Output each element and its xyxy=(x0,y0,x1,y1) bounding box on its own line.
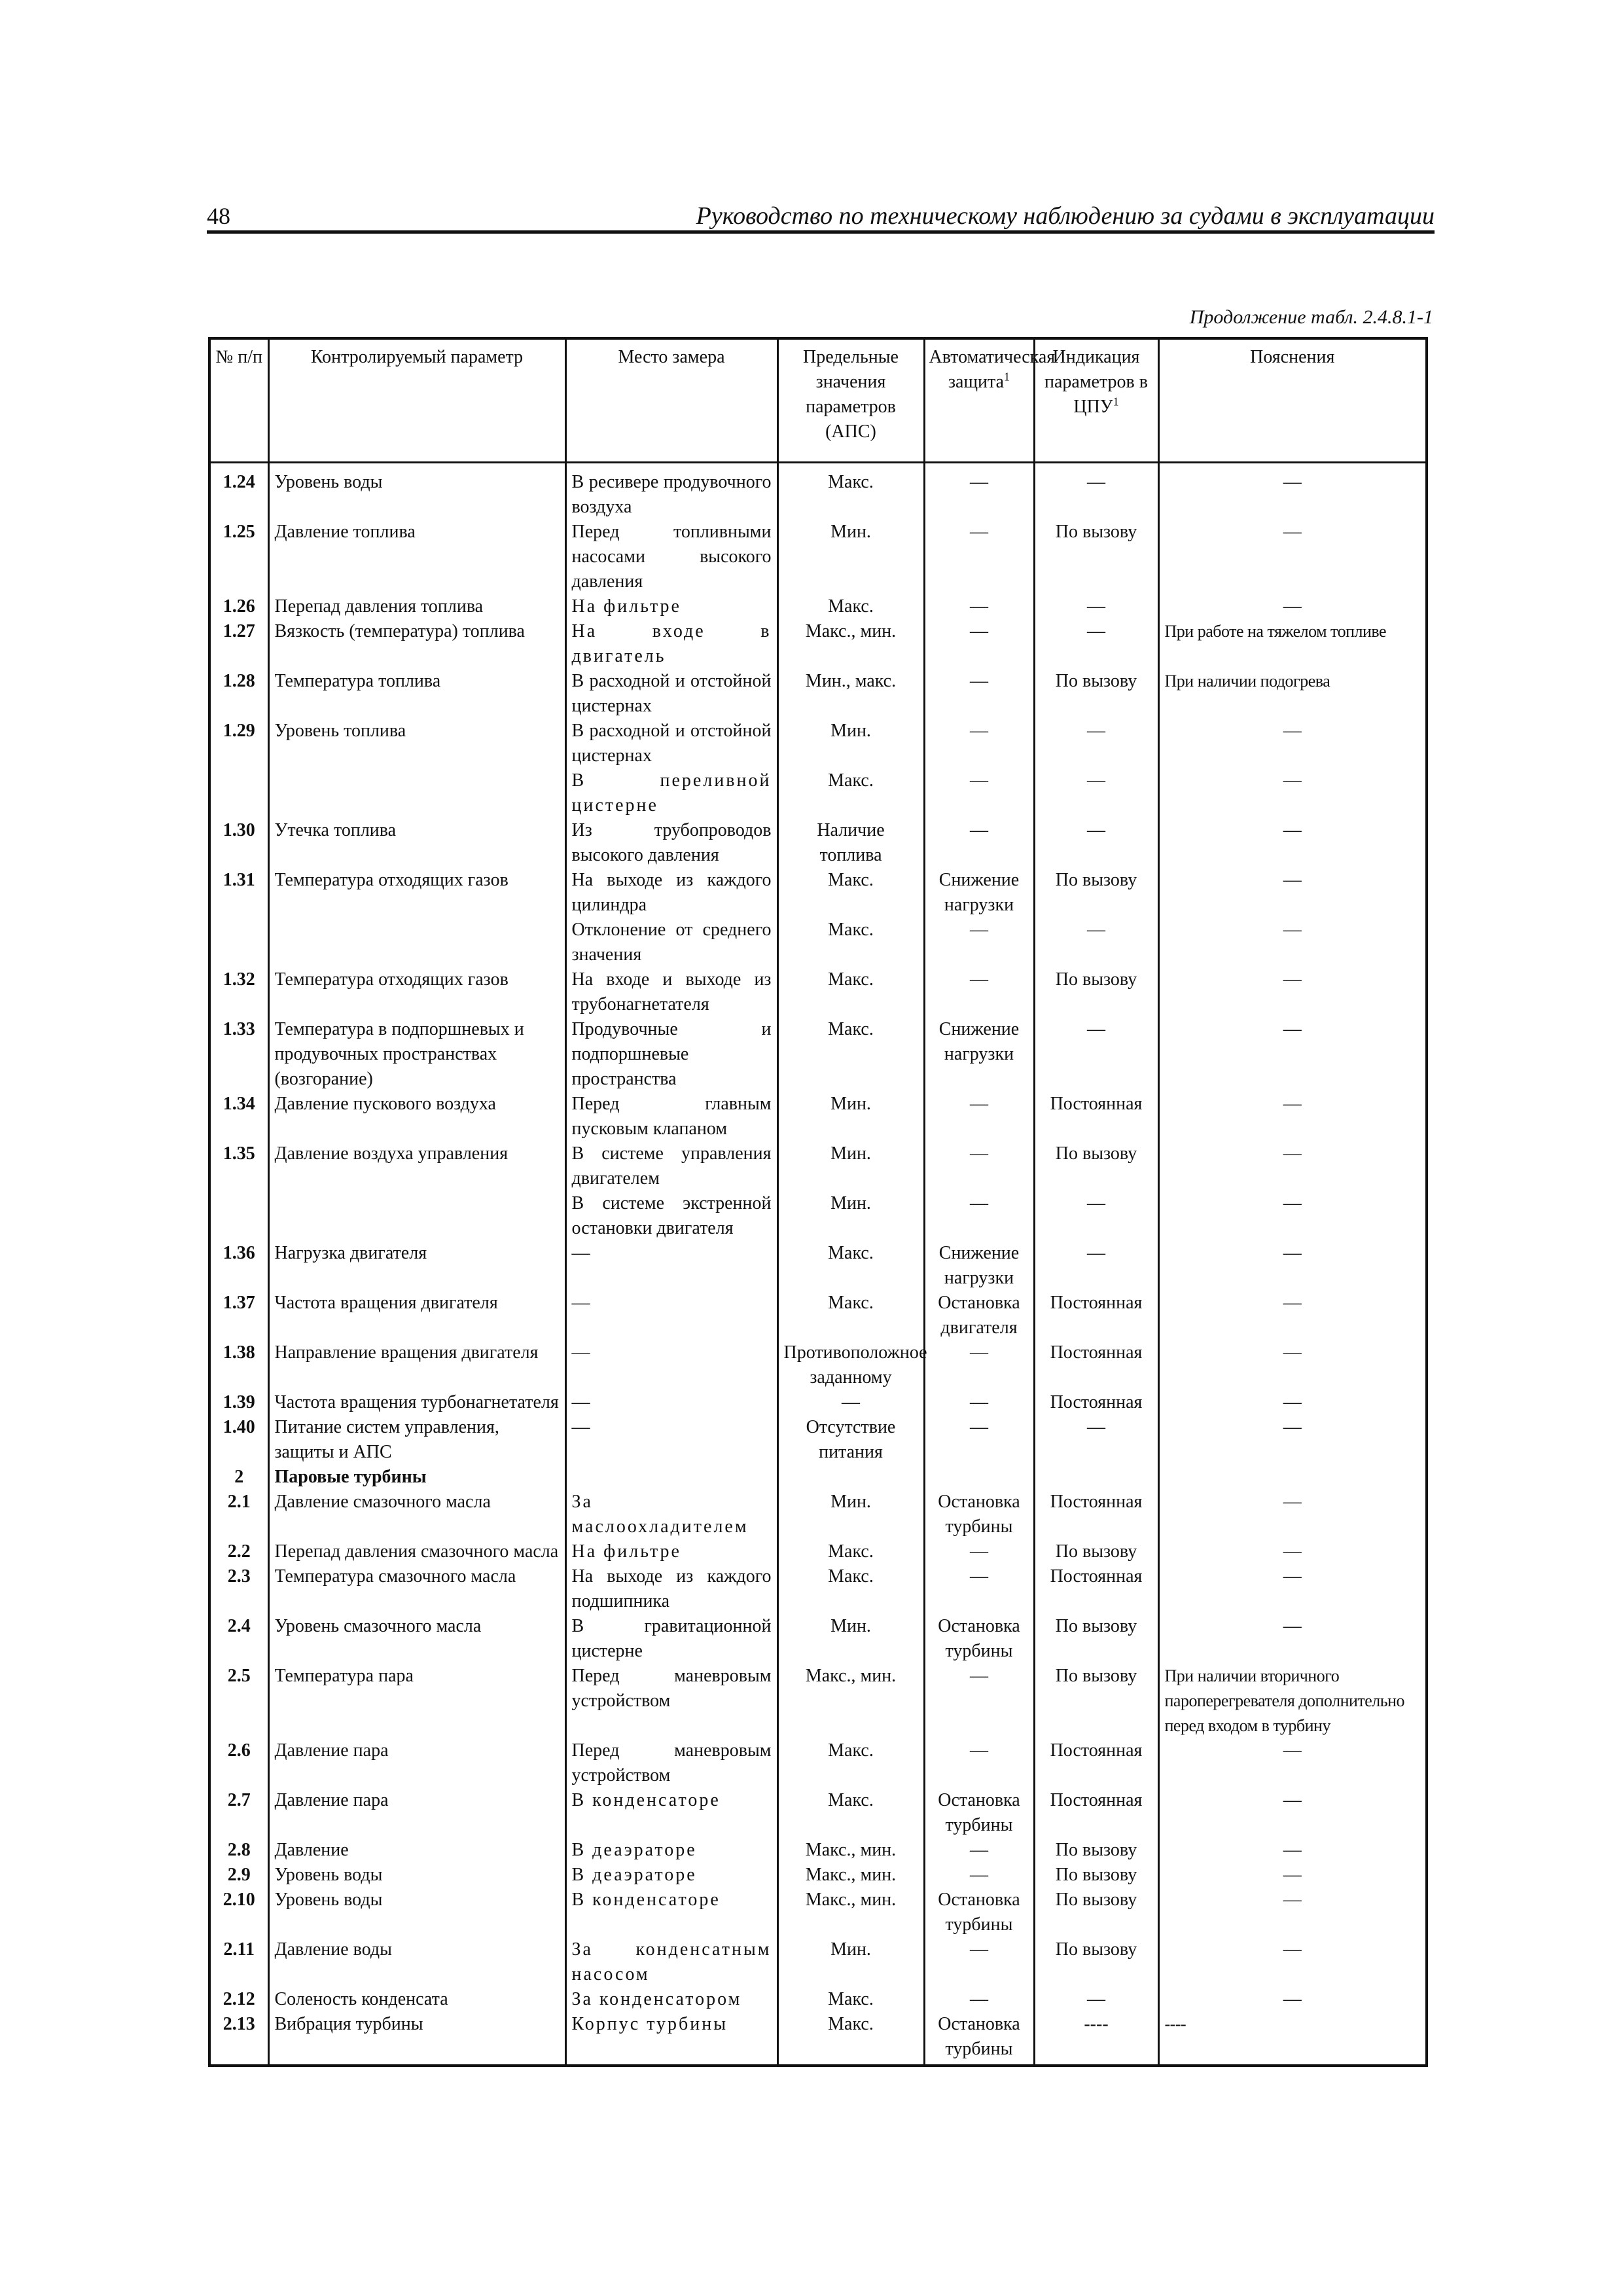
parameter-cell: Давление воздуха управления xyxy=(268,1141,565,1191)
protection-cell: — xyxy=(924,1539,1034,1564)
protection-cell: — xyxy=(924,1415,1034,1465)
note-cell xyxy=(1158,1465,1427,1490)
measurement-place-cell: Продувочные и подпоршневые пространства xyxy=(565,1017,777,1092)
note-cell: — xyxy=(1158,719,1427,768)
row-number: 2.1 xyxy=(209,1490,268,1539)
row-number: 2.8 xyxy=(209,1838,268,1863)
parameter-cell: Соленость конденсата xyxy=(268,1987,565,2012)
indication-cell: — xyxy=(1034,594,1158,619)
measurement-place-cell: В конденсаторе xyxy=(565,1888,777,1937)
indication-cell: — xyxy=(1034,818,1158,868)
note-cell: — xyxy=(1158,1838,1427,1863)
row-number: 2.11 xyxy=(209,1937,268,1987)
measurement-place-cell: — xyxy=(565,1390,777,1415)
parameter-cell: Уровень воды xyxy=(268,1888,565,1937)
limit-value-cell: Макс. xyxy=(777,1788,924,1838)
indication-cell: Постоянная xyxy=(1034,1490,1158,1539)
table-row xyxy=(209,768,1427,818)
limit-value-cell: Макс., мин. xyxy=(777,1888,924,1937)
protection-cell: — xyxy=(924,1141,1034,1191)
note-cell: — xyxy=(1158,1863,1427,1888)
col-header-number: № п/п xyxy=(209,338,268,463)
parameter-cell: Температура пара xyxy=(268,1664,565,1738)
parameter-cell: Температура отходящих газов xyxy=(268,868,565,918)
indication-cell: — xyxy=(1034,619,1158,669)
row-number: 1.29 xyxy=(209,719,268,768)
protection-cell: Остановка турбины xyxy=(924,1788,1034,1838)
note-cell: — xyxy=(1158,1490,1427,1539)
measurement-place-cell: В деаэраторе xyxy=(565,1838,777,1863)
limit-value-cell: Макс. xyxy=(777,967,924,1017)
parameter-cell: Уровень воды xyxy=(268,463,565,520)
parameter-cell xyxy=(268,918,565,967)
measurement-place-cell: В переливной цистерне xyxy=(565,768,777,818)
parameter-cell: Нагрузка двигателя xyxy=(268,1241,565,1291)
limit-value-cell: Отсутствие питания xyxy=(777,1415,924,1465)
table-row xyxy=(209,1738,1427,1788)
parameter-cell: Температура отходящих газов xyxy=(268,967,565,1017)
indication-cell: ---- xyxy=(1034,2012,1158,2066)
protection-cell: — xyxy=(924,520,1034,594)
running-title: Руководство по техническому наблюдению за судами в эксплуатации xyxy=(696,202,1435,230)
parameter-cell: Температура смазочного масла xyxy=(268,1564,565,1614)
table-row xyxy=(209,1141,1427,1191)
table-row xyxy=(209,1564,1427,1614)
row-number: 2.13 xyxy=(209,2012,268,2066)
note-cell: — xyxy=(1158,1788,1427,1838)
limit-value-cell: Наличие топлива xyxy=(777,818,924,868)
col-header-notes: Пояснения xyxy=(1158,338,1427,463)
protection-cell: — xyxy=(924,1937,1034,1987)
row-number: 1.28 xyxy=(209,669,268,719)
table-row xyxy=(209,1191,1427,1241)
note-cell: — xyxy=(1158,1614,1427,1664)
parameter-cell: Давление пускового воздуха xyxy=(268,1092,565,1141)
table-row xyxy=(209,1937,1427,1987)
indication-cell: — xyxy=(1034,1415,1158,1465)
parameter-cell: Уровень топлива xyxy=(268,719,565,768)
note-cell: — xyxy=(1158,1415,1427,1465)
indication-cell: — xyxy=(1034,1017,1158,1092)
limit-value-cell: Макс. xyxy=(777,1564,924,1614)
indication-cell: — xyxy=(1034,719,1158,768)
note-cell: — xyxy=(1158,1141,1427,1191)
measurement-place-cell: За маслоохладителем xyxy=(565,1490,777,1539)
protection-cell: — xyxy=(924,1987,1034,2012)
measurement-place-cell: В ресивере продувочного воздуха xyxy=(565,463,777,520)
protection-cell: Остановка турбины xyxy=(924,1888,1034,1937)
note-cell: — xyxy=(1158,1738,1427,1788)
limit-value-cell: Мин. xyxy=(777,1937,924,1987)
table-row xyxy=(209,1390,1427,1415)
measurement-place-cell: На входе и выходе из трубонагнетателя xyxy=(565,967,777,1017)
table-row xyxy=(209,868,1427,918)
measurement-place-cell xyxy=(565,1465,777,1490)
row-number: 2.5 xyxy=(209,1664,268,1738)
note-cell: — xyxy=(1158,1191,1427,1241)
indication-cell: — xyxy=(1034,768,1158,818)
limit-value-cell: Макс. xyxy=(777,1539,924,1564)
row-number: 1.34 xyxy=(209,1092,268,1141)
col-header-limits: Предельные значения параметров (АПС) xyxy=(777,338,924,463)
table-header-row xyxy=(209,338,1427,463)
indication-cell: По вызову xyxy=(1034,1141,1158,1191)
note-cell: ---- xyxy=(1158,2012,1427,2066)
measurement-place-cell: Перед маневровым устройством xyxy=(565,1738,777,1788)
row-number: 2.3 xyxy=(209,1564,268,1614)
row-number: 1.26 xyxy=(209,594,268,619)
protection-cell: — xyxy=(924,818,1034,868)
indication-cell xyxy=(1034,1465,1158,1490)
row-number: 2.9 xyxy=(209,1863,268,1888)
indication-cell: Постоянная xyxy=(1034,1092,1158,1141)
table-row xyxy=(209,594,1427,619)
protection-cell: Остановка турбины xyxy=(924,1490,1034,1539)
measurement-place-cell: Перед топливными насосами высокого давления xyxy=(565,520,777,594)
table-row xyxy=(209,1340,1427,1390)
row-number: 1.27 xyxy=(209,619,268,669)
table-row xyxy=(209,1987,1427,2012)
protection-cell: — xyxy=(924,1838,1034,1863)
row-number: 1.35 xyxy=(209,1141,268,1191)
indication-cell: По вызову xyxy=(1034,1539,1158,1564)
indication-cell: Постоянная xyxy=(1034,1340,1158,1390)
indication-cell: По вызову xyxy=(1034,1937,1158,1987)
parameter-cell: Давление xyxy=(268,1838,565,1863)
table-row xyxy=(209,463,1427,520)
parameter-cell: Уровень смазочного масла xyxy=(268,1614,565,1664)
protection-cell: — xyxy=(924,1340,1034,1390)
note-cell: — xyxy=(1158,818,1427,868)
row-number: 2.2 xyxy=(209,1539,268,1564)
table-row xyxy=(209,1664,1427,1738)
note-cell: При работе на тяжелом топливе xyxy=(1158,619,1427,669)
parameter-cell: Питание систем управления, защиты и АПС xyxy=(268,1415,565,1465)
table-row xyxy=(209,1415,1427,1465)
note-cell: — xyxy=(1158,1987,1427,2012)
page-number: 48 xyxy=(207,203,230,229)
limit-value-cell: Макс. xyxy=(777,594,924,619)
protection-cell: Остановка двигателя xyxy=(924,1291,1034,1340)
parameter-cell: Перепад давления смазочного масла xyxy=(268,1539,565,1564)
row-number: 1.31 xyxy=(209,868,268,918)
limit-value-cell: Макс. xyxy=(777,1291,924,1340)
row-number: 1.32 xyxy=(209,967,268,1017)
measurement-place-cell: Корпус турбины xyxy=(565,2012,777,2066)
measurement-place-cell: — xyxy=(565,1241,777,1291)
protection-cell: — xyxy=(924,669,1034,719)
indication-cell: Постоянная xyxy=(1034,1390,1158,1415)
indication-cell: По вызову xyxy=(1034,520,1158,594)
note-cell: — xyxy=(1158,1340,1427,1390)
indication-cell: — xyxy=(1034,1241,1158,1291)
page-header xyxy=(207,200,1435,232)
measurement-place-cell: — xyxy=(565,1291,777,1340)
limit-value-cell: Макс. xyxy=(777,868,924,918)
row-number: 1.36 xyxy=(209,1241,268,1291)
limit-value-cell: Мин. xyxy=(777,1490,924,1539)
note-cell: — xyxy=(1158,868,1427,918)
limit-value-cell: Мин. xyxy=(777,1092,924,1141)
indication-cell: Постоянная xyxy=(1034,1564,1158,1614)
parameter-cell: Частота вращения двигателя xyxy=(268,1291,565,1340)
parameter-cell: Вибрация турбины xyxy=(268,2012,565,2066)
indication-cell: По вызову xyxy=(1034,868,1158,918)
table-row xyxy=(209,2012,1427,2066)
protection-cell: — xyxy=(924,594,1034,619)
indication-cell: — xyxy=(1034,463,1158,520)
indication-cell: По вызову xyxy=(1034,669,1158,719)
limit-value-cell: Макс. xyxy=(777,918,924,967)
protection-cell: — xyxy=(924,619,1034,669)
table-row xyxy=(209,1614,1427,1664)
parameter-cell: Давление пара xyxy=(268,1788,565,1838)
measurement-place-cell: На выходе из каждого подшипника xyxy=(565,1564,777,1614)
measurement-place-cell: Перед главным пусковым клапаном xyxy=(565,1092,777,1141)
parameter-cell: Перепад давления топлива xyxy=(268,594,565,619)
protection-cell: — xyxy=(924,1564,1034,1614)
protection-cell: — xyxy=(924,967,1034,1017)
protection-cell: — xyxy=(924,463,1034,520)
col-header-indication: Индикация параметров в ЦПУ$^1$ xyxy=(1034,338,1158,463)
parameter-cell: Утечка топлива xyxy=(268,818,565,868)
table-row xyxy=(209,1863,1427,1888)
limit-value-cell: Макс. xyxy=(777,1241,924,1291)
table-row xyxy=(209,967,1427,1017)
measurement-place-cell: На выходе из каждого цилиндра xyxy=(565,868,777,918)
parameter-cell: Направление вращения двигателя xyxy=(268,1340,565,1390)
note-cell: — xyxy=(1158,1564,1427,1614)
col-header-place: Место замера xyxy=(565,338,777,463)
indication-cell: По вызову xyxy=(1034,1888,1158,1937)
table-row xyxy=(209,818,1427,868)
parameter-cell: Давление воды xyxy=(268,1937,565,1987)
measurement-place-cell: На входе в двигатель xyxy=(565,619,777,669)
table-row xyxy=(209,1092,1427,1141)
parameter-cell xyxy=(268,1191,565,1241)
table-row xyxy=(209,1788,1427,1838)
measurement-place-cell: На фильтре xyxy=(565,1539,777,1564)
protection-cell: Остановка турбины xyxy=(924,1614,1034,1664)
row-number: 2 xyxy=(209,1465,268,1490)
protection-cell: — xyxy=(924,719,1034,768)
row-number xyxy=(209,768,268,818)
indication-cell: Постоянная xyxy=(1034,1788,1158,1838)
limit-value-cell: Мин. xyxy=(777,1191,924,1241)
table-row xyxy=(209,1291,1427,1340)
limit-value-cell: Противоположное заданному xyxy=(777,1340,924,1390)
limit-value-cell: Макс. xyxy=(777,1017,924,1092)
protection-cell: — xyxy=(924,1092,1034,1141)
note-cell: — xyxy=(1158,520,1427,594)
row-number: 1.38 xyxy=(209,1340,268,1390)
note-cell: — xyxy=(1158,463,1427,520)
limit-value-cell: Макс. xyxy=(777,1738,924,1788)
measurement-place-cell: Из трубопроводов высокого давления xyxy=(565,818,777,868)
protection-cell: Снижение нагрузки xyxy=(924,1017,1034,1092)
measurement-place-cell: За конденсатным насосом xyxy=(565,1937,777,1987)
note-cell: При наличии вторичного пароперегревателя дополнительно перед входом в турбину xyxy=(1158,1664,1427,1738)
limit-value-cell: Мин. xyxy=(777,1614,924,1664)
row-number: 1.25 xyxy=(209,520,268,594)
limit-value-cell: Мин. xyxy=(777,1141,924,1191)
measurement-place-cell: — xyxy=(565,1340,777,1390)
protection-cell: — xyxy=(924,768,1034,818)
protection-cell: — xyxy=(924,918,1034,967)
protection-cell: — xyxy=(924,1191,1034,1241)
indication-cell: — xyxy=(1034,1191,1158,1241)
row-number xyxy=(209,918,268,967)
col-header-protection: Автоматическая защита$^1$ xyxy=(924,338,1034,463)
row-number: 1.39 xyxy=(209,1390,268,1415)
table-row xyxy=(209,1490,1427,1539)
indication-cell: По вызову xyxy=(1034,1863,1158,1888)
row-number: 2.4 xyxy=(209,1614,268,1664)
table-row xyxy=(209,520,1427,594)
indication-cell: По вызову xyxy=(1034,967,1158,1017)
protection-cell: — xyxy=(924,1863,1034,1888)
limit-value-cell: Макс., мин. xyxy=(777,1863,924,1888)
row-number: 2.12 xyxy=(209,1987,268,2012)
protection-cell: Остановка турбины xyxy=(924,2012,1034,2066)
limit-value-cell: Макс. xyxy=(777,463,924,520)
limit-value-cell: Макс. xyxy=(777,768,924,818)
measurement-place-cell: На фильтре xyxy=(565,594,777,619)
indication-cell: Постоянная xyxy=(1034,1291,1158,1340)
table-row xyxy=(209,619,1427,669)
limit-value-cell: Макс. xyxy=(777,1987,924,2012)
indication-cell: По вызову xyxy=(1034,1664,1158,1738)
table-caption: Продолжение табл. 2.4.8.1-1 xyxy=(1189,306,1433,328)
section-row xyxy=(209,1465,1427,1490)
measurement-place-cell: В гравитационной цистерне xyxy=(565,1614,777,1664)
measurement-place-cell: — xyxy=(565,1415,777,1465)
row-number: 1.40 xyxy=(209,1415,268,1465)
measurement-place-cell: В системе экстренной остановки двигателя xyxy=(565,1191,777,1241)
protection-cell: — xyxy=(924,1738,1034,1788)
note-cell: — xyxy=(1158,918,1427,967)
note-cell: — xyxy=(1158,1937,1427,1987)
row-number: 1.37 xyxy=(209,1291,268,1340)
row-number: 1.24 xyxy=(209,463,268,520)
measurement-place-cell: В расходной и отстойной цистернах xyxy=(565,719,777,768)
indication-cell: — xyxy=(1034,1987,1158,2012)
note-cell: — xyxy=(1158,768,1427,818)
measurement-place-cell: В расходной и отстойной цистернах xyxy=(565,669,777,719)
protection-cell: — xyxy=(924,1664,1034,1738)
parameter-cell: Вязкость (температура) топлива xyxy=(268,619,565,669)
limit-value-cell: Макс., мин. xyxy=(777,1838,924,1863)
note-cell: — xyxy=(1158,1017,1427,1092)
row-number: 2.7 xyxy=(209,1788,268,1838)
limit-value-cell: Макс., мин. xyxy=(777,619,924,669)
footnote-mark: 1 xyxy=(1113,395,1119,408)
row-number: 1.33 xyxy=(209,1017,268,1092)
limit-value-cell: Макс. xyxy=(777,2012,924,2066)
limit-value-cell: Мин. xyxy=(777,719,924,768)
row-number xyxy=(209,1191,268,1241)
limit-value-cell: Мин. xyxy=(777,520,924,594)
note-cell: — xyxy=(1158,1241,1427,1291)
table-row xyxy=(209,1241,1427,1291)
measurement-place-cell: Отклонение от среднего значения xyxy=(565,918,777,967)
limit-value-cell: — xyxy=(777,1390,924,1415)
indication-cell: Постоянная xyxy=(1034,1738,1158,1788)
parameter-cell: Температура в подпоршневых и продувочных пространствах (возгорание) xyxy=(268,1017,565,1092)
indication-cell: По вызову xyxy=(1034,1614,1158,1664)
protection-cell: Снижение нагрузки xyxy=(924,1241,1034,1291)
note-cell: — xyxy=(1158,1539,1427,1564)
protection-cell: Снижение нагрузки xyxy=(924,868,1034,918)
note-cell: — xyxy=(1158,594,1427,619)
limit-value-cell xyxy=(777,1465,924,1490)
measurement-place-cell: Перед маневровым устройством xyxy=(565,1664,777,1738)
note-cell: — xyxy=(1158,1291,1427,1340)
header-divider xyxy=(207,230,1435,234)
parameter-cell xyxy=(268,768,565,818)
indication-cell: — xyxy=(1034,918,1158,967)
table-row xyxy=(209,1888,1427,1937)
table-row xyxy=(209,1017,1427,1092)
row-number: 2.6 xyxy=(209,1738,268,1788)
col-header-parameter: Контролируемый параметр xyxy=(268,338,565,463)
table-body xyxy=(209,463,1427,2066)
note-cell: При наличии подогрева xyxy=(1158,669,1427,719)
parameters-table xyxy=(208,337,1428,2067)
limit-value-cell: Мин., макс. xyxy=(777,669,924,719)
row-number: 1.30 xyxy=(209,818,268,868)
footnote-mark: 1 xyxy=(1004,370,1010,384)
note-cell: — xyxy=(1158,1092,1427,1141)
note-cell: — xyxy=(1158,1888,1427,1937)
table-row xyxy=(209,669,1427,719)
parameter-cell: Температура топлива xyxy=(268,669,565,719)
parameter-cell: Уровень воды xyxy=(268,1863,565,1888)
table-row xyxy=(209,1539,1427,1564)
measurement-place-cell: В конденсаторе xyxy=(565,1788,777,1838)
parameter-cell: Давление смазочного масла xyxy=(268,1490,565,1539)
measurement-place-cell: В деаэраторе xyxy=(565,1863,777,1888)
table-row xyxy=(209,918,1427,967)
row-number: 2.10 xyxy=(209,1888,268,1937)
note-cell: — xyxy=(1158,967,1427,1017)
parameter-cell: Паровые турбины xyxy=(268,1465,565,1490)
parameter-cell: Частота вращения турбонагнетателя xyxy=(268,1390,565,1415)
parameter-cell: Давление пара xyxy=(268,1738,565,1788)
table-row xyxy=(209,719,1427,768)
measurement-place-cell: За конденсатором xyxy=(565,1987,777,2012)
parameter-cell: Давление топлива xyxy=(268,520,565,594)
note-cell: — xyxy=(1158,1390,1427,1415)
measurement-place-cell: В системе управления двигателем xyxy=(565,1141,777,1191)
indication-cell: По вызову xyxy=(1034,1838,1158,1863)
table-row xyxy=(209,1838,1427,1863)
protection-cell: — xyxy=(924,1390,1034,1415)
limit-value-cell: Макс., мин. xyxy=(777,1664,924,1738)
protection-cell xyxy=(924,1465,1034,1490)
